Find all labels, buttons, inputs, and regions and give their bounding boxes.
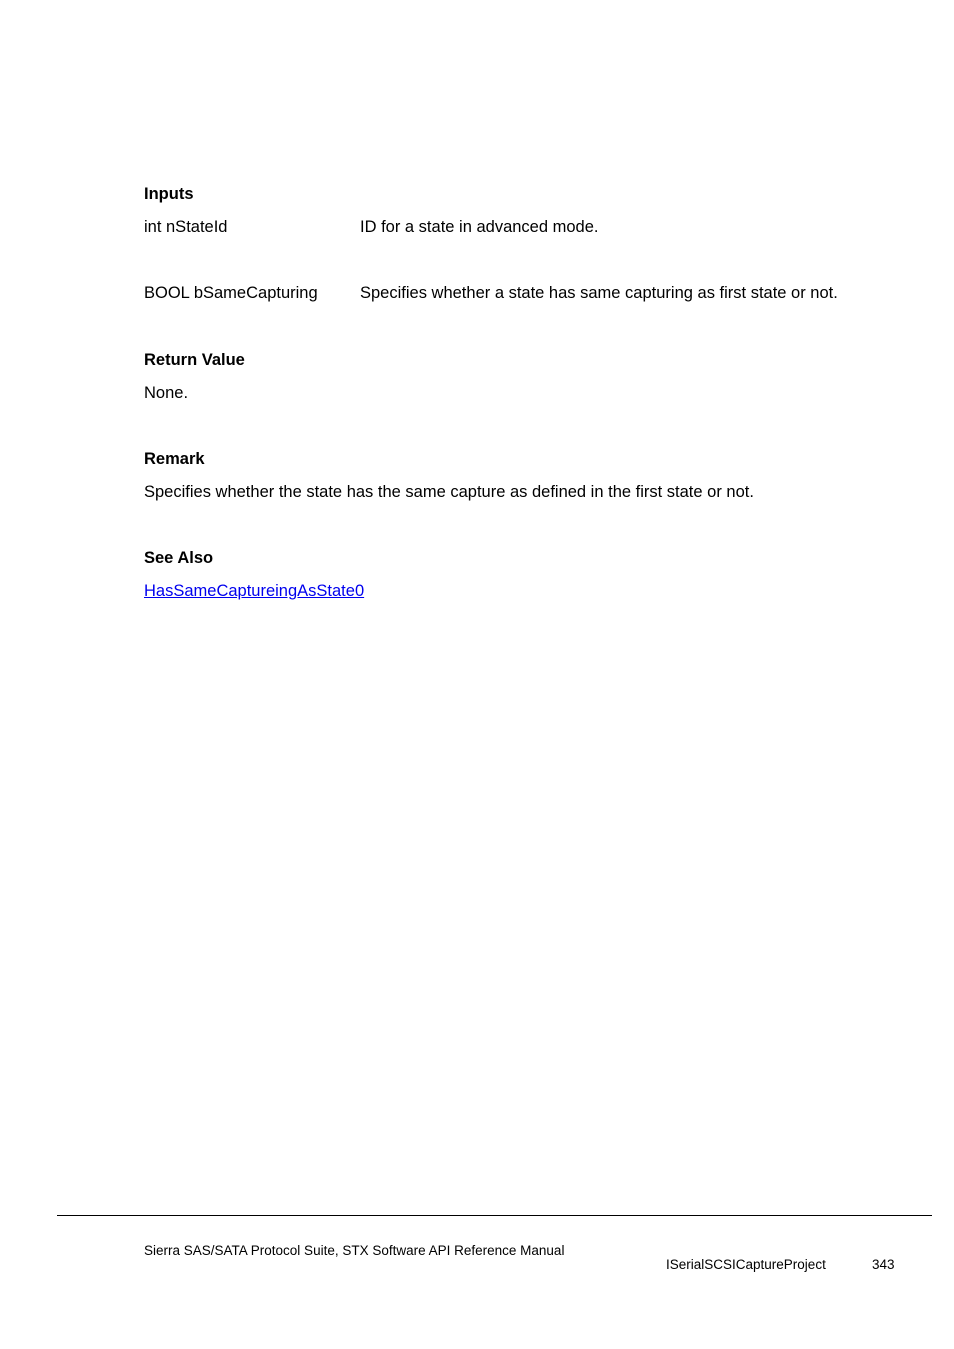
footer-section-name: ISerialSCSICaptureProject bbox=[666, 1257, 826, 1272]
return-value-text: None. bbox=[144, 384, 189, 402]
remark-text: Specifies whether the state has the same capture as defined in the first state or not. bbox=[144, 483, 754, 501]
param-description: ID for a state in advanced mode. bbox=[360, 218, 599, 236]
inputs-heading: Inputs bbox=[144, 185, 194, 203]
param-description: Specifies whether a state has same capturing as first state or not. bbox=[360, 284, 838, 302]
param-name: BOOL bSameCapturing bbox=[144, 284, 318, 302]
return-value-heading: Return Value bbox=[144, 351, 245, 369]
footer-divider bbox=[57, 1215, 932, 1216]
see-also-link[interactable]: HasSameCaptureingAsState0 bbox=[144, 582, 365, 600]
footer-manual-title: Sierra SAS/SATA Protocol Suite, STX Software API Reference Manual bbox=[144, 1243, 565, 1258]
see-also-heading: See Also bbox=[144, 549, 214, 567]
param-name: int nStateId bbox=[144, 218, 228, 236]
remark-heading: Remark bbox=[144, 450, 205, 468]
footer-page-number: 343 bbox=[872, 1257, 895, 1272]
